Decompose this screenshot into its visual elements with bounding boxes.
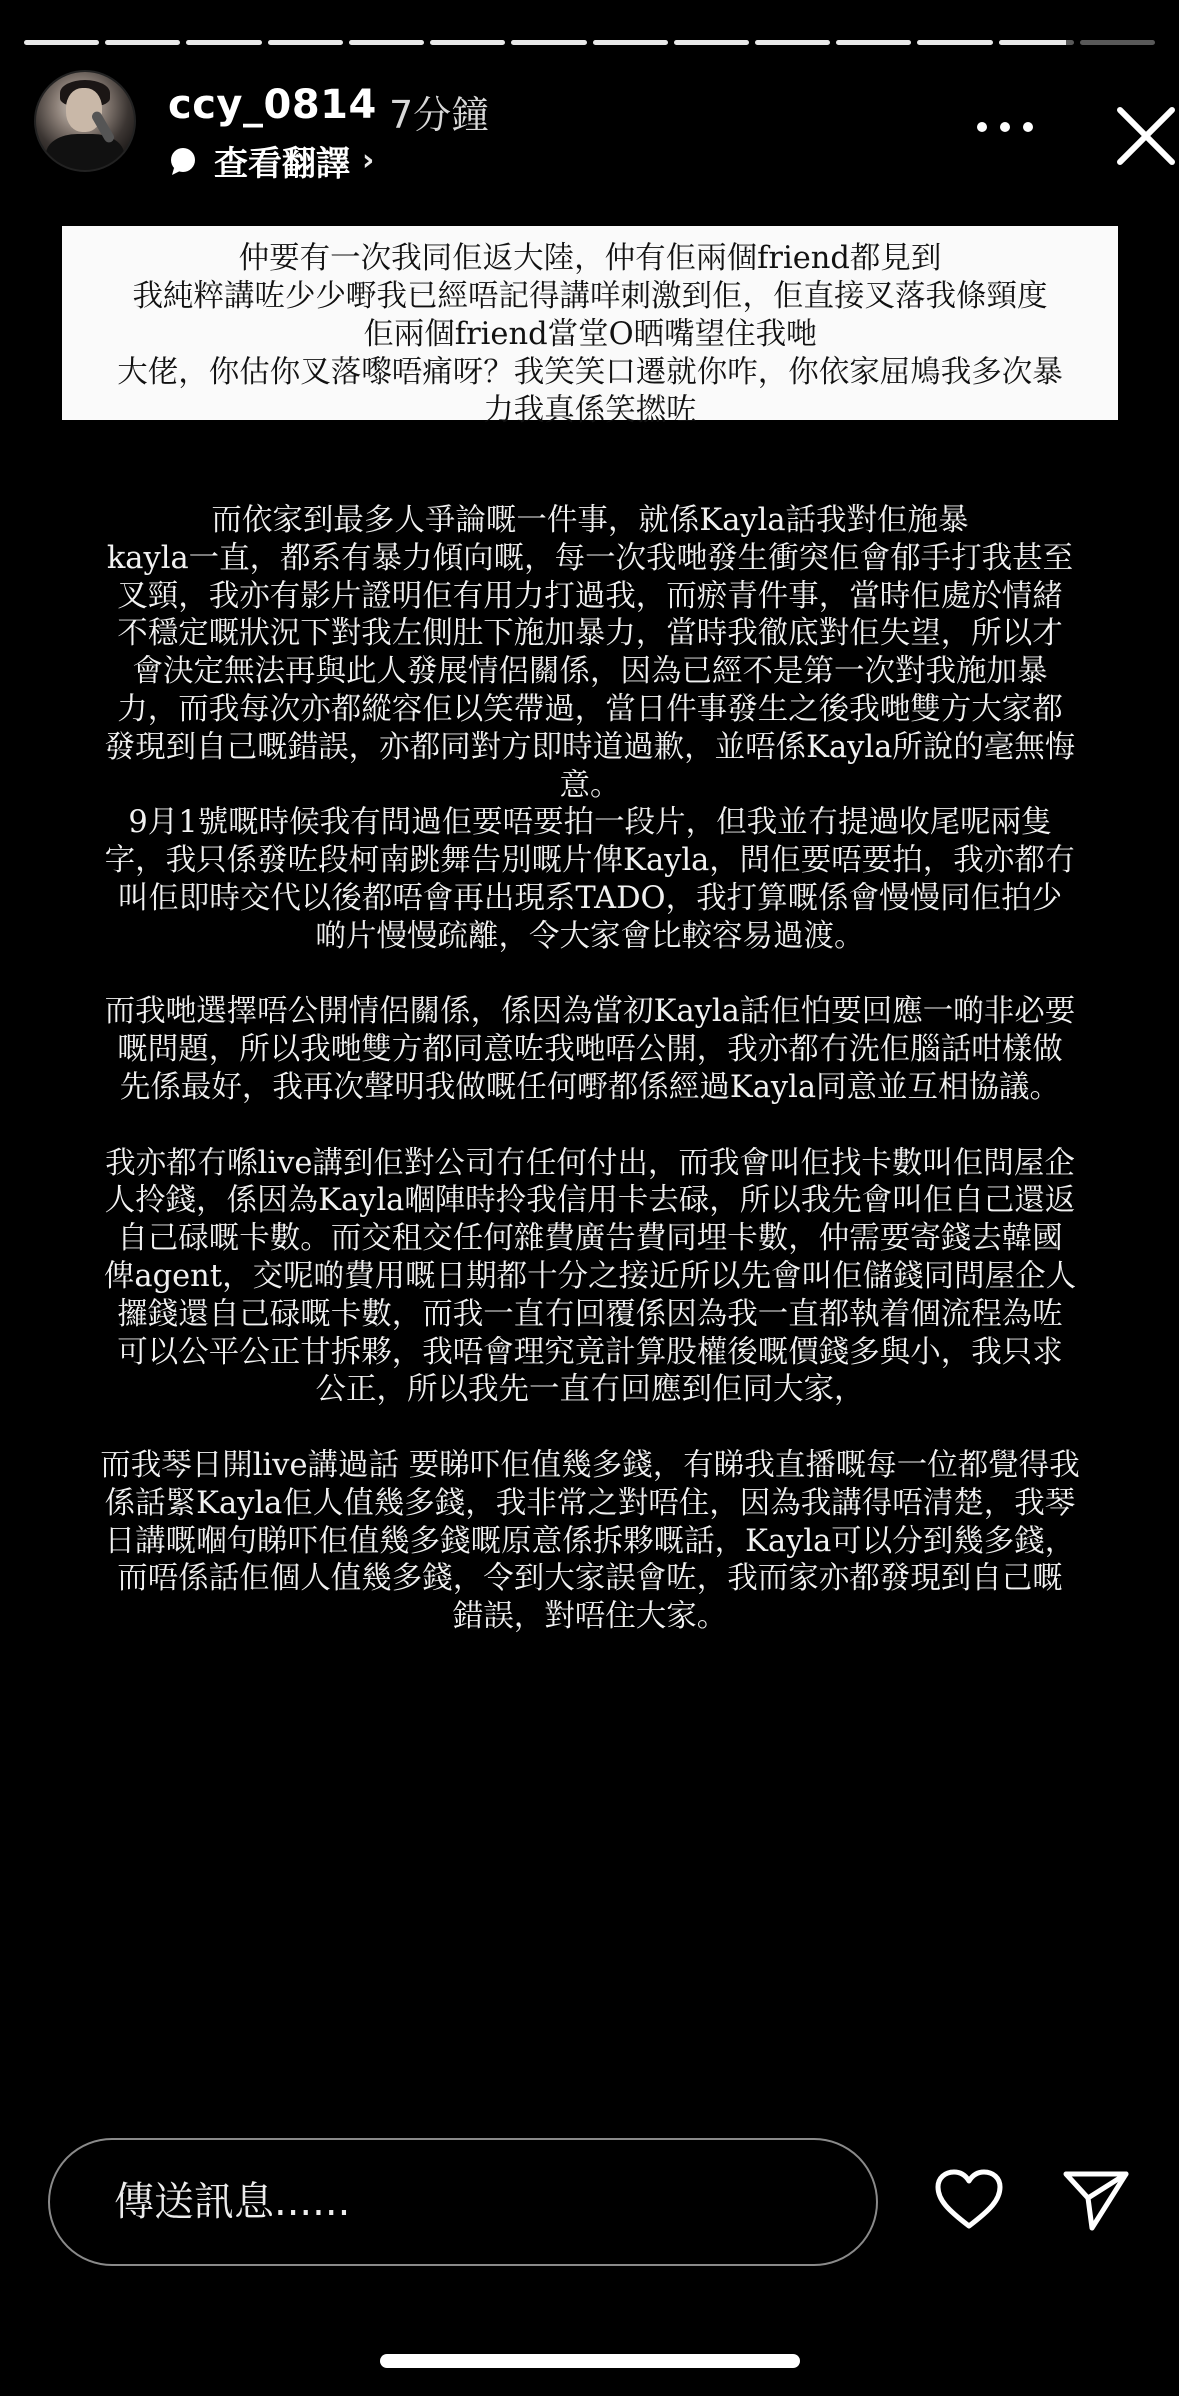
home-indicator: [380, 2354, 800, 2368]
progress-segment: [999, 40, 1074, 45]
body-text-line: 日講嘅嗰句睇吓佢值幾多錢嘅原意係拆夥嘅話，Kayla可以分到幾多錢，: [104, 1523, 1076, 1559]
body-text-line: 不穩定嘅狀況下對我左側肚下施加暴力，當時我徹底對佢失望，所以才: [117, 616, 1063, 652]
body-text-line: 嘅問題，所以我哋雙方都同意咗我哋唔公開，我亦都冇洗佢腦話咁樣做: [117, 1032, 1063, 1068]
body-text-line: 攞錢還自己碌嘅卡數，而我一直冇回覆係因為我一直都執着個流程為咗: [117, 1296, 1063, 1332]
progress-segment: [24, 40, 99, 45]
send-icon[interactable]: [1062, 2166, 1130, 2234]
progress-segment: [1080, 40, 1155, 45]
progress-segment: [511, 40, 586, 45]
body-text-line: 叫佢即時交代以後都唔會再出現系TADO，我打算嘅係會慢慢同佢拍少: [117, 880, 1063, 916]
body-text-line: 而依家到最多人爭論嘅一件事，就係Kayla話我對佢施暴: [211, 503, 969, 538]
body-text-line: 自己碌嘅卡數。而交租交任何雜費廣告費同埋卡數，仲需要寄錢去韓國: [117, 1221, 1063, 1257]
body-text-line: 錯誤，對唔住大家。: [452, 1599, 728, 1635]
story-header: [34, 70, 1144, 184]
body-text-line: 啲片慢慢疏離，令大家會比較容易過渡。: [315, 918, 865, 954]
body-text-line: 係話緊Kayla佢人值幾多錢，我非常之對唔住，因為我講得唔清楚，我琴: [104, 1485, 1076, 1521]
speech-bubble-icon: [168, 146, 198, 176]
quote-line: 大佬，你估你叉落嚟唔痛呀？我笑笑口遷就你咋，你依家屈鳩我多次暴: [117, 355, 1063, 390]
body-text-line: kayla一直，都系有暴力傾向嘅，每一次我哋發生衝突佢會郁手打我甚至: [106, 540, 1074, 576]
username[interactable]: ccy_0814: [168, 82, 377, 128]
story-text-body: [62, 502, 1118, 1636]
body-text-line: 而我哋選擇唔公開情侶關係，係因為當初Kayla話佢怕要回應一啲非必要: [104, 994, 1076, 1030]
progress-segment: [917, 40, 992, 45]
progress-segment: [674, 40, 749, 45]
body-text-line: 會決定無法再與此人發展情侶關係，因為已經不是第一次對我施加暴: [132, 654, 1048, 690]
close-icon[interactable]: [1114, 104, 1178, 168]
paragraph-gap: [62, 1409, 1118, 1447]
profile-avatar[interactable]: [34, 70, 136, 172]
time-ago: 7分鐘: [389, 93, 490, 137]
body-text-line: 9月1號嘅時候我有問過佢要唔要拍一段片，但我並冇提過收尾呢兩隻: [128, 805, 1052, 841]
chevron-right-icon: ›: [362, 143, 375, 178]
send-message-input[interactable]: [48, 2138, 878, 2266]
body-text-line: 發現到自己嘅錯誤，亦都同對方即時道過歉，並唔係Kayla所說的毫無悔: [104, 729, 1076, 765]
story-progress-bar: [24, 40, 1155, 45]
see-translation-label: 查看翻譯: [214, 144, 350, 184]
body-text-line: 俾agent，交呢啲費用嘅日期都十分之接近所以先會叫佢儲錢同問屋企人: [103, 1258, 1077, 1294]
progress-segment: [593, 40, 668, 45]
progress-segment: [105, 40, 180, 45]
quote-line: 力我真係笑撚咗: [483, 393, 697, 428]
body-text-line: 而我琴日開live講過話 要睇吓佢值幾多錢，有睇我直播嘅每一位都覺得我: [100, 1447, 1080, 1483]
body-text-line: 可以公平公正甘拆夥，我唔會理究竟計算股權後嘅價錢多與小，我只求: [117, 1334, 1063, 1370]
progress-segment: [268, 40, 343, 45]
progress-segment: [349, 40, 424, 45]
story-viewer[interactable]: [0, 16, 1179, 2108]
progress-segment: [836, 40, 911, 45]
body-text-line: 力，而我每次亦都縱容佢以笑帶過，當日件事發生之後我哋雙方大家都: [117, 691, 1063, 727]
body-text-line: 先係最好，我再次聲明我做嘅任何嘢都係經過Kayla同意並互相協議。: [119, 1069, 1061, 1105]
heart-icon[interactable]: [934, 2168, 1004, 2232]
body-text-line: 意。: [559, 767, 621, 803]
paragraph-gap: [62, 1107, 1118, 1145]
body-text-line: 而唔係話佢個人值幾多錢，令到大家誤會咗，我而家亦都發現到自己嘅: [117, 1561, 1063, 1597]
quote-line: 我純粹講咗少少嘢我已經唔記得講咩刺激到佢，佢直接叉落我條頸度: [132, 279, 1048, 314]
quote-line: 仲要有一次我同佢返大陸，仲有佢兩個friend都見到: [238, 241, 942, 276]
body-text-line: 我亦都冇喺live講到佢對公司冇任何付出，而我會叫佢找卡數叫佢問屋企: [105, 1145, 1075, 1181]
quote-line: 佢兩個friend當堂O晒嘴望住我哋: [363, 317, 817, 352]
progress-segment: [430, 40, 505, 45]
body-text-line: 公正，所以我先一直冇回應到佢同大家，: [315, 1372, 865, 1408]
body-text-line: 叉頸，我亦有影片證明佢有用力打過我，而瘀青件事，當時佢處於情緒: [117, 578, 1063, 614]
progress-segment: [755, 40, 830, 45]
progress-segment: [186, 40, 261, 45]
quoted-text-box: [62, 226, 1118, 428]
body-text-line: 人拎錢，係因為Kayla嗰陣時拎我信用卡去碌，所以我先會叫佢自己還返: [104, 1183, 1076, 1219]
ellipsis-icon[interactable]: [970, 112, 1040, 142]
see-translation-button[interactable]: [168, 136, 374, 185]
body-text-line: 字，我只係發咗段柯南跳舞告別嘅片俾Kayla，問佢要唔要拍，我亦都冇: [104, 843, 1076, 879]
paragraph-gap: [62, 956, 1118, 994]
